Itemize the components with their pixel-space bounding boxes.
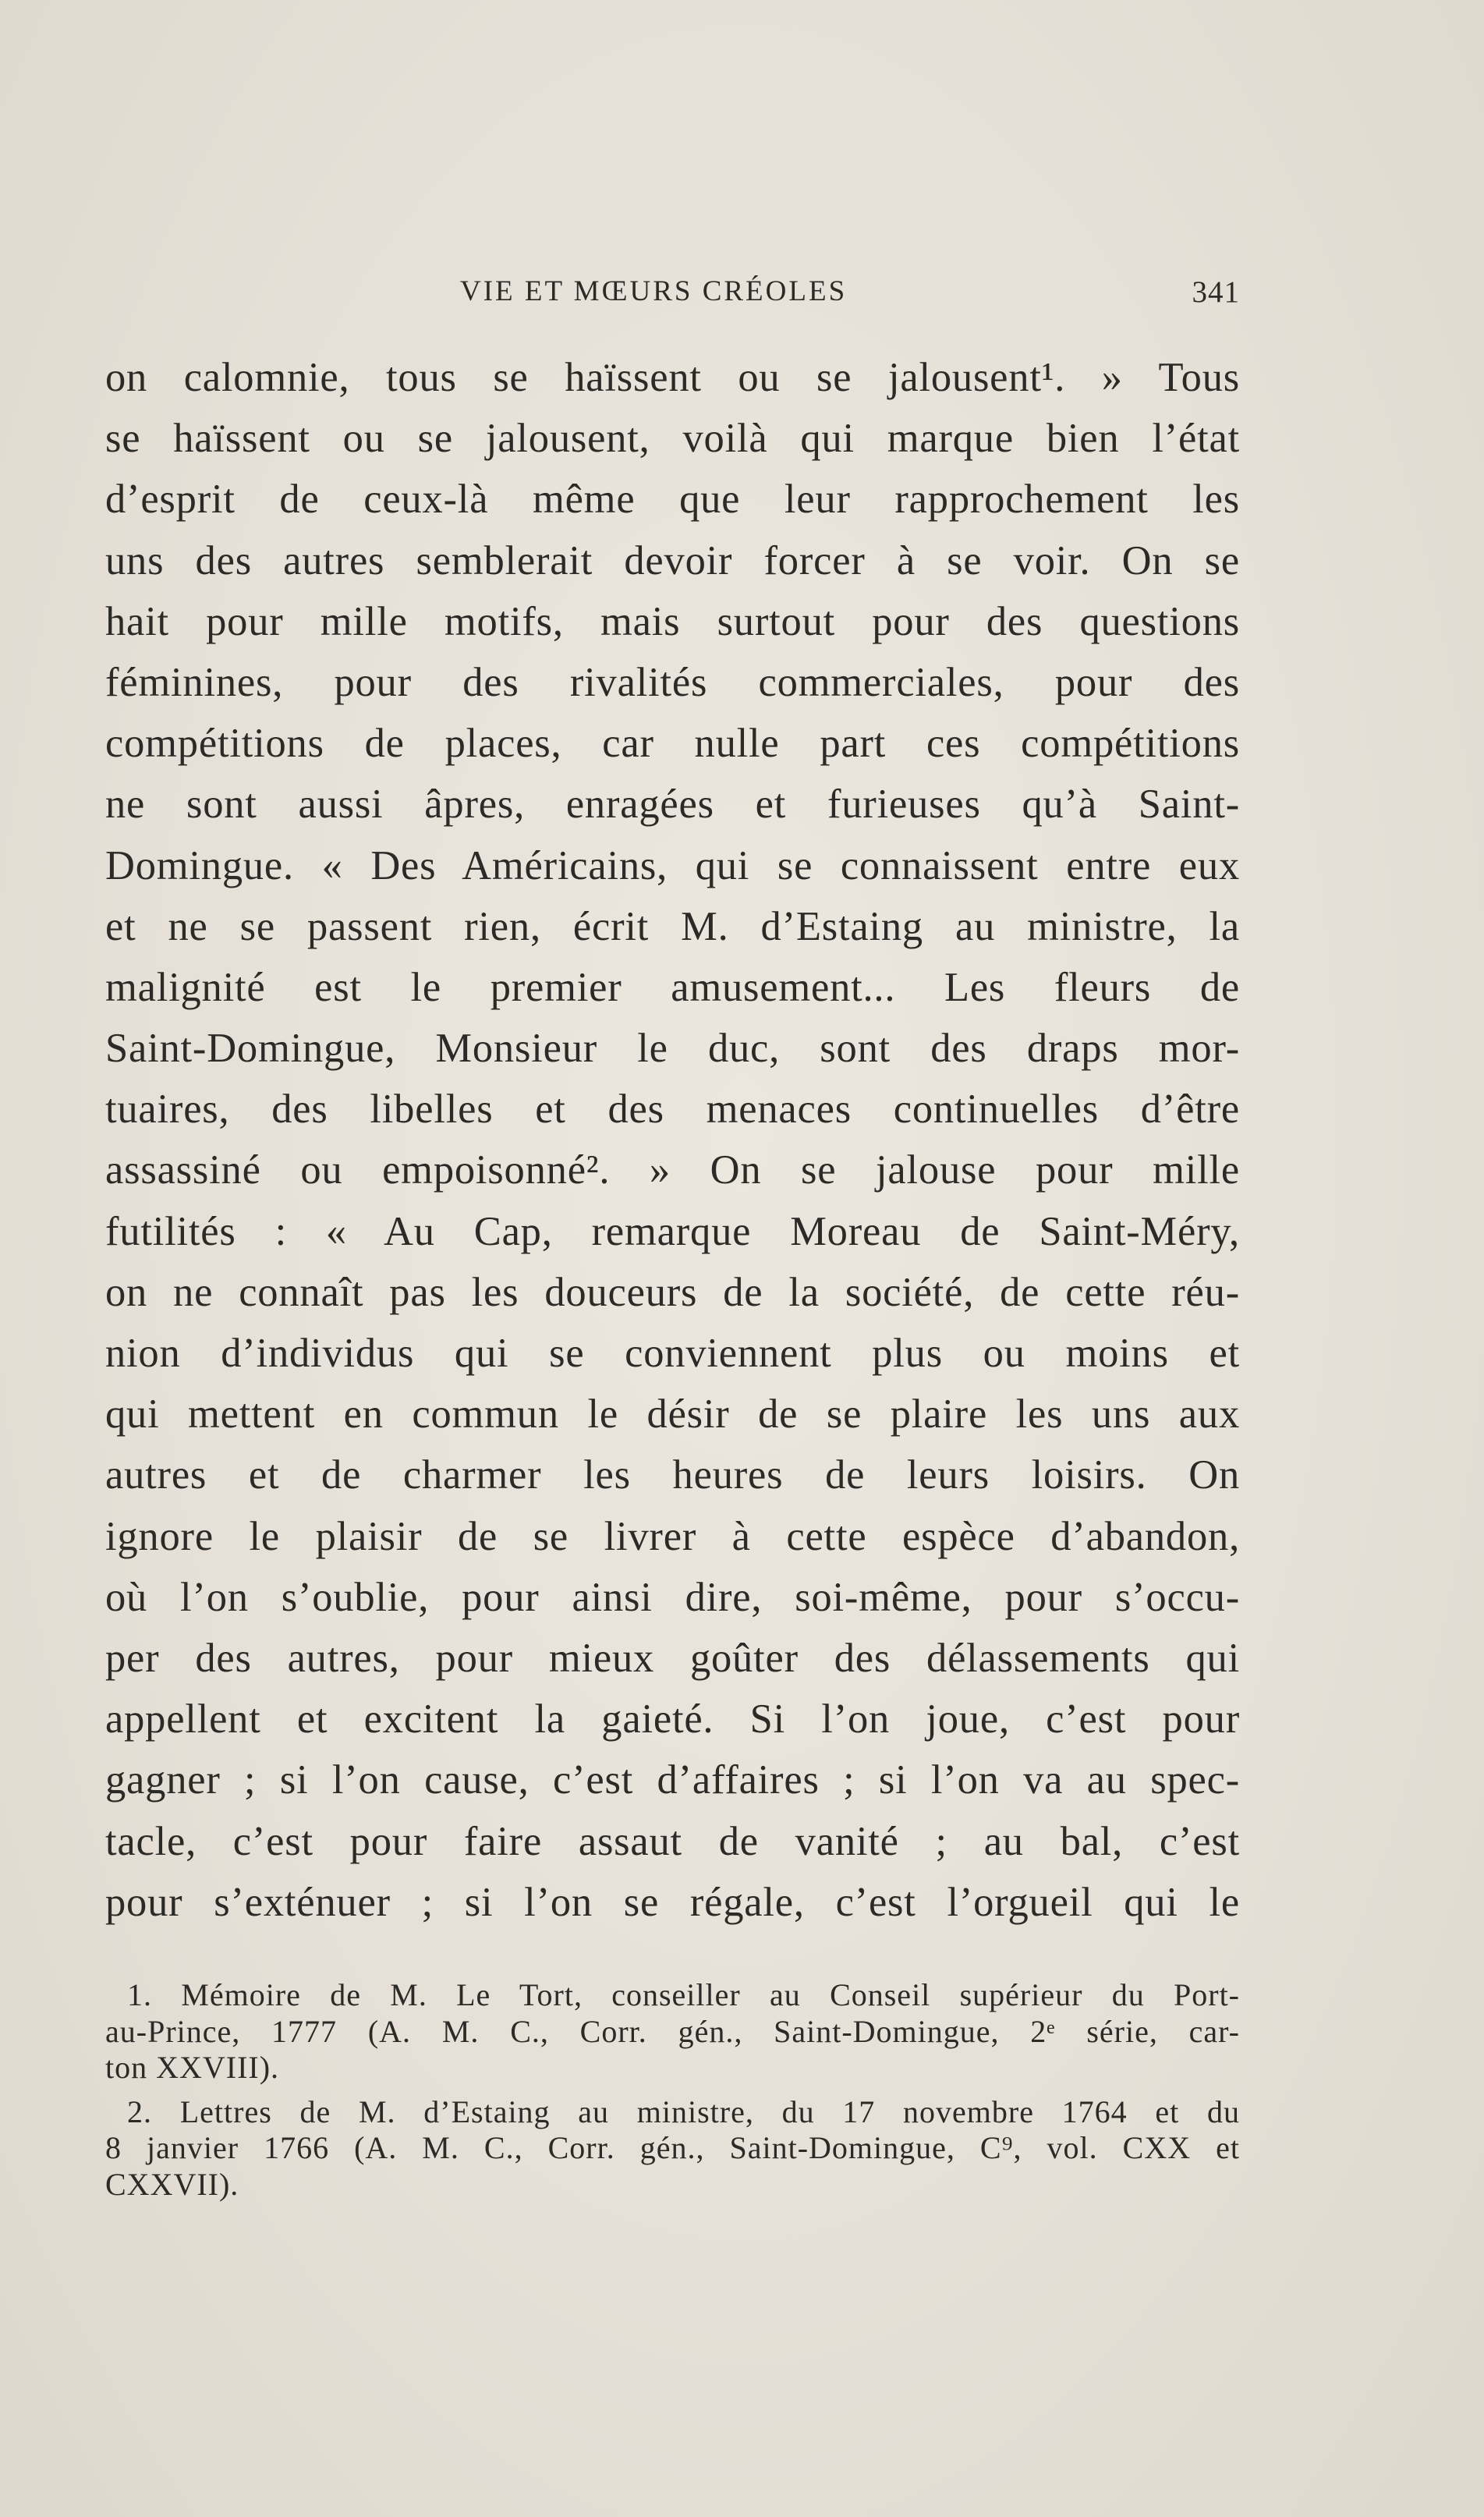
text-line: uns des autres semblerait devoir forcer à se voir. On se [105,537,1240,583]
footnotes [105,1977,1240,2203]
body-text [105,347,1240,1933]
text-line: compétitions de places, car nulle part ces compétitions [105,721,1240,767]
footnote-spacer [105,2086,1240,2094]
text-line: per des autres, pour mieux goûter des délassements qui [105,1635,1240,1681]
footnote-line: 2. Lettres de M. d’Estaing au ministre, du 17 novembre 1764 et du [127,2093,1240,2129]
text-line: nion d’individus qui se conviennent plus ou moins et [105,1331,1240,1376]
text-line: malignité est le premier amusement... Les fleurs de [105,964,1240,1010]
text-line: qui mettent en commun le désir de se plaire les uns aux [105,1391,1240,1438]
footnote-line: 1. Mémoire de M. Le Tort, conseiller au Conseil supérieur du Port- [127,1977,1240,2012]
page-header [105,275,1240,314]
text-line: et ne se passent rien, écrit M. d’Estaing au ministre, la [105,903,1240,949]
text-line: tuaires, des libelles et des menaces continuelles d’être [105,1087,1240,1133]
text-line: d’esprit de ceux-là même que leur rapprochement les [105,477,1240,523]
footnote-line: 8 janvier 1766 (A. M. C., Corr. gén., Saint-Domingue, C⁹, vol. CXX et [105,2130,1240,2165]
text-line: tacle, c’est pour faire assaut de vanité ; au bal, c’est [105,1818,1240,1864]
text-line: gagner ; si l’on cause, c’est d’affaires ; si l’on va au spec- [105,1757,1240,1803]
text-line: féminines, pour des rivalités commerciales, pour des [105,659,1240,705]
text-line: où l’on s’oublie, pour ainsi dire, soi-même, pour s’occu- [105,1574,1240,1620]
text-line: pour s’exténuer ; si l’on se régale, c’est l’orgueil qui le [105,1879,1240,1925]
text-line: appellent et excitent la gaieté. Si l’on joue, c’est pour [105,1696,1240,1742]
footnote-line: CXXVII). [105,2166,239,2202]
text-line: Saint-Domingue, Monsieur le duc, sont des draps mor- [105,1026,1240,1072]
text-line: ignore le plaisir de se livrer à cette espèce d’abandon, [105,1513,1240,1559]
footnote-2 [105,2094,1240,2203]
text-line: on calomnie, tous se haïssent ou se jalousent¹. » Tous [105,355,1240,400]
text-line: ne sont aussi âpres, enragées et furieuses qu’à Saint- [105,782,1240,828]
page-number: 341 [1192,275,1240,309]
text-line: on ne connaît pas les douceurs de la société, de cette réu- [105,1269,1240,1315]
footnote-line: ton XXVIII). [105,2050,280,2085]
text-line: futilités : « Au Cap, remarque Moreau de Saint-Méry, [105,1208,1240,1254]
footnote-line: au-Prince, 1777 (A. M. C., Corr. gén., Saint-Domingue, 2ᵉ série, car- [105,2013,1240,2049]
text-line: Domingue. « Des Américains, qui se connaissent entre eux [105,842,1240,888]
text-line: assassiné ou empoisonné². » On se jalouse pour mille [105,1147,1240,1193]
text-line: autres et de charmer les heures de leurs loisirs. On [105,1452,1240,1498]
running-title: VIE ET MŒURS CRÉOLES [460,275,848,307]
footnote-1 [105,1977,1240,2086]
text-line: hait pour mille motifs, mais surtout pour des questions [105,598,1240,644]
text-line: se haïssent ou se jalousent, voilà qui marque bien l’état [105,416,1240,462]
